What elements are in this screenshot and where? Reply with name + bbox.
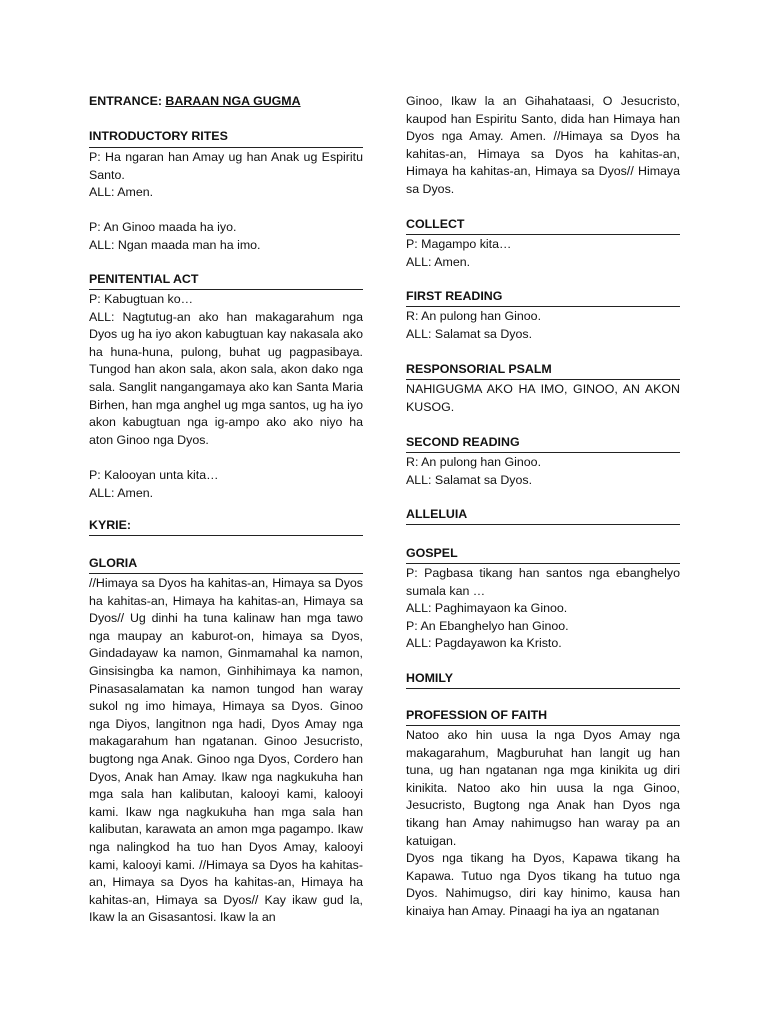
- section-divider: [406, 524, 680, 525]
- entrance-label: ENTRANCE:: [89, 94, 162, 108]
- second-reading-text: [406, 454, 680, 489]
- text-line: ALL: Paghimayaon ka Ginoo.: [406, 601, 568, 616]
- blank-line: [89, 449, 363, 467]
- text-line: P: Magampo kita…: [406, 237, 512, 251]
- text-line: P: An Ginoo maada ha iyo.: [89, 220, 237, 235]
- creed-paragraph: Natoo ako hin uusa la nga Dyos Amay nga makagarahum, Magburuhat han langit ug han tuna, ug han ngatanan nga mga kinikita ug diri kinikita. Natoo ako hin uusa la nga Ginoo, Jesucristo, Bugtong nga Anak han Dyos nga tikang han Amay nahimugso han waray pa an katuigan.: [406, 728, 680, 848]
- collect-text: [406, 236, 680, 271]
- first-reading-title: FIRST READING: [406, 289, 503, 303]
- section-divider: [406, 306, 680, 307]
- gospel-text: [406, 565, 680, 653]
- introductory-rites-title: INTRODUCTORY RITES: [89, 129, 228, 143]
- gloria-continuation-text: Ginoo, Ikaw la an Gihahataasi, O Jesucristo, kaupod han Espiritu Santo, dida han Himaya han Dyos nga Amay. Amen. //Himaya sa Dyos ha kahitas-an, Himaya sa Dyos ha kahitas-an, Himaya ha kahitas-an, Himaya sa Dyos// Himaya sa Dyos.: [406, 94, 680, 196]
- text-line: P: Kabugtuan ko…: [89, 292, 194, 306]
- homily-title: HOMILY: [406, 671, 454, 685]
- section-divider: [406, 452, 680, 453]
- profession-of-faith-title: PROFESSION OF FAITH: [406, 708, 548, 722]
- first-reading-text: [406, 308, 680, 343]
- responsorial-psalm-text: NAHIGUGMA AKO HA IMO, GINOO, AN AKON KUSOG.: [406, 382, 680, 414]
- second-reading-title: SECOND READING: [406, 435, 520, 449]
- entrance-song-title: BARAAN NGA GUGMA: [165, 94, 301, 108]
- text-line: R: An pulong han Ginoo.: [406, 309, 542, 323]
- section-divider: [406, 234, 680, 235]
- responsorial-psalm-title: RESPONSORIAL PSALM: [406, 362, 552, 376]
- collect-title: COLLECT: [406, 217, 465, 231]
- text-line: R: An pulong han Ginoo.: [406, 455, 542, 469]
- section-divider: [89, 573, 363, 574]
- entrance-heading: [89, 93, 301, 111]
- section-divider: [406, 725, 680, 726]
- section-divider: [89, 289, 363, 290]
- section-divider: [89, 147, 363, 148]
- text-line: P: An Ebanghelyo han Ginoo.: [406, 618, 569, 633]
- gospel-title: GOSPEL: [406, 546, 458, 560]
- text-line: P: Kalooyan unta kita…: [89, 467, 219, 482]
- text-line: ALL: Salamat sa Dyos.: [406, 326, 533, 341]
- blank-line: [89, 202, 363, 220]
- text-line: ALL: Amen.: [406, 254, 471, 269]
- penitential-act-title: PENITENTIAL ACT: [89, 272, 199, 286]
- gloria-text: //Himaya sa Dyos ha kahitas-an, Himaya sa Dyos ha kahitas-an, Himaya ha kahitas-an, Himaya sa Dyos// Ug dinhi ha tuna kalinaw han mga tawo nga maupay an kaburot-on, himaya sa Dyos, Gindadayaw ka namon, Ginmamahal ka namon, Ginsisingba ka namon, Ginhihimaya ka namon, Pinasasalamatan ka namon tungod han waray sukol ng imo himaya, Himaya sa Dyos. Ginoo nga Diyos, langitnon nga hadi, Dyos Amay nga makagarahum han ngatanan. Ginoo Jesucristo, bugtong nga Anak. Ginoo nga Dyos, Cordero han Dyos, Anak han Amay. Ikaw nga nagkukuha han mga sala han kalibutan, kalooyi kami, kalooyi kami. Ikaw nga nagkukuha han mga sala han kalibutan, karawata an amon mga pagampo. Ikaw nga nalingkod ha tuo han Dyos Amay, kalooyi kami, kalooyi kami. //Himaya sa Dyos ha kahitas-an, Himaya sa Dyos ha kahitas-an, Himaya ha kahitas-an, Himaya sa Dyos// Kay ikaw gud la, Ikaw la an Gisasantosi. Ikaw la an: [89, 576, 363, 925]
- section-divider: [406, 563, 680, 564]
- text-line: ALL: Pagdayawon ka Kristo.: [406, 636, 562, 651]
- profession-of-faith-text: [406, 727, 680, 921]
- text-line: P: Ha ngaran han Amay ug han Anak ug Espiritu Santo.: [89, 150, 363, 182]
- text-line: ALL: Ngan maada man ha imo.: [89, 237, 261, 252]
- section-divider: [89, 535, 363, 536]
- text-line: ALL: Salamat sa Dyos.: [406, 472, 533, 487]
- penitential-act-text: [89, 291, 363, 502]
- text-line: ALL: Amen.: [89, 485, 154, 500]
- text-line: ALL: Nagtutug-an ako han makagarahum nga Dyos ug ha iyo akon kabugtuan kay nakasala ako ha huna-huna, pulong, buhat ug pagpasibaya. Tungod han akon sala, akon sala, akon dako nga sala. Sanglit nangangamaya ako kan Santa Maria Birhen, han mga anghel ug mga santos, ug ha iyo akon kabugtuan nga ig-ampo ako ako niyo ha aton Ginoo nga Dyos.: [89, 309, 363, 447]
- gloria-title: GLORIA: [89, 556, 138, 570]
- section-divider: [406, 379, 680, 380]
- text-line: ALL: Amen.: [89, 185, 154, 200]
- creed-paragraph: Dyos nga tikang ha Dyos, Kapawa tikang ha Kapawa. Tutuo nga Dyos tikang ha tutuo nga Dyos. Nahimugso, diri kay hinimo, kausa han kinaiya han Amay. Pinaagi ha iya an ngatanan: [406, 851, 680, 918]
- kyrie-title: KYRIE:: [89, 518, 131, 532]
- text-line: P: Pagbasa tikang han santos nga ebanghelyo sumala kan …: [406, 566, 680, 598]
- introductory-rites-text: [89, 149, 363, 255]
- alleluia-title: ALLELUIA: [406, 507, 468, 521]
- section-divider: [406, 688, 680, 689]
